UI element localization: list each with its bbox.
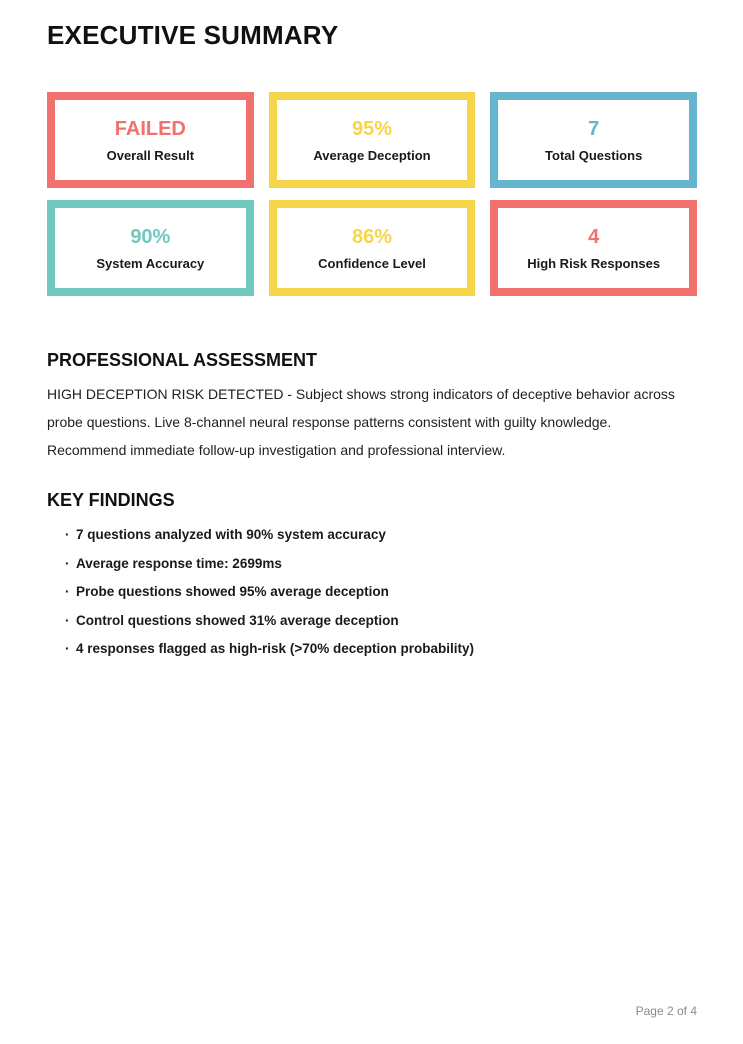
stat-value: 90%	[130, 225, 171, 248]
assessment-heading: PROFESSIONAL ASSESSMENT	[47, 350, 318, 370]
stat-label: Overall Result	[106, 147, 195, 163]
finding-item: · 4 responses flagged as high-risk (>70% deception probability)	[65, 635, 697, 664]
stat-label: High Risk Responses	[527, 255, 661, 271]
stat-value: 86%	[351, 225, 392, 248]
stat-value: 7	[588, 117, 600, 140]
finding-item: · Probe questions showed 95% average deception	[65, 578, 697, 607]
stat-label: Average Deception	[313, 147, 431, 163]
findings-heading: KEY FINDINGS	[47, 490, 175, 510]
stat-label: System Accuracy	[96, 255, 205, 271]
findings-list	[47, 521, 697, 664]
stat-value: 95%	[351, 117, 392, 140]
finding-item: · 7 questions analyzed with 90% system accuracy	[65, 521, 697, 550]
stat-card	[47, 92, 254, 188]
finding-item: · Control questions showed 31% average deception	[65, 607, 697, 636]
stat-card	[47, 200, 254, 296]
stat-card	[490, 200, 697, 296]
stat-label: Confidence Level	[318, 255, 426, 271]
stat-value: 4	[588, 225, 600, 248]
assessment-section	[47, 348, 697, 464]
page-title: EXECUTIVE SUMMARY	[47, 20, 339, 50]
stat-card	[490, 92, 697, 188]
stat-card	[269, 92, 476, 188]
page-number: Page 2 of 4	[635, 1004, 697, 1018]
assessment-body: HIGH DECEPTION RISK DETECTED - Subject shows strong indicators of deceptive behavior across probe questions. Live 8-channel neural response patterns consistent with guilty knowledge. Recommend immediate follow-up investigation and professional interview.	[47, 386, 675, 458]
findings-section	[47, 488, 697, 664]
stat-grid	[47, 92, 697, 296]
stat-label: Total Questions	[545, 147, 643, 163]
stat-card	[269, 200, 476, 296]
finding-item: · Average response time: 2699ms	[65, 550, 697, 579]
stat-value: FAILED	[114, 117, 186, 140]
